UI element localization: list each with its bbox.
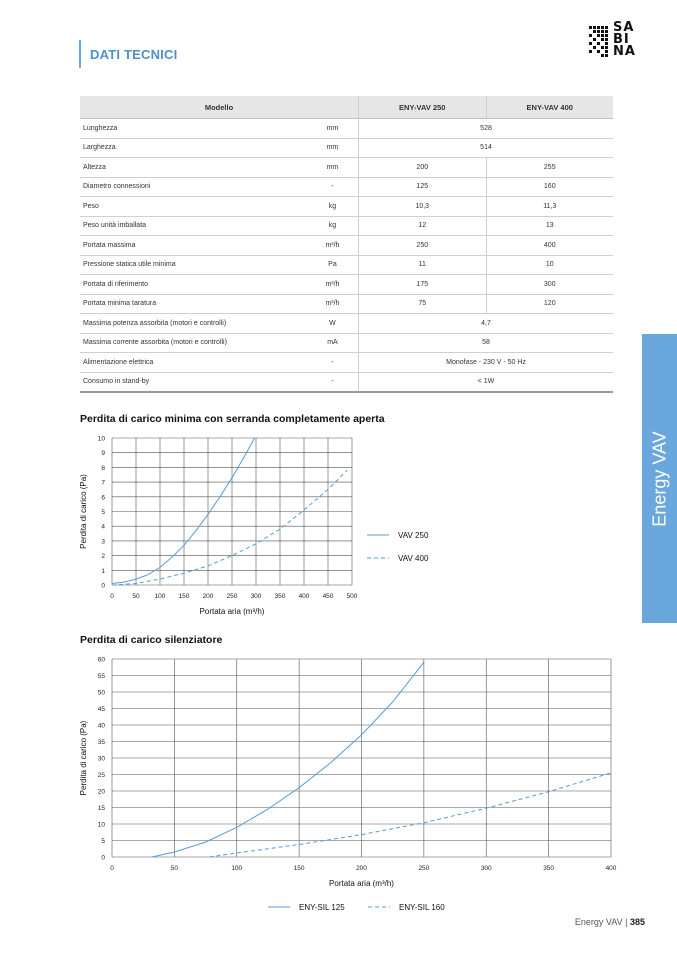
row-value-vav-250: 12	[359, 216, 486, 236]
x-tick-label: 50	[170, 865, 178, 872]
logo-line-3: NA	[613, 44, 636, 59]
row-value-shared: < 1W	[359, 372, 613, 392]
chart1-title: Perdita di carico minima con serranda completamente aperta	[80, 413, 385, 425]
footer-divider: |	[625, 917, 630, 927]
y-tick-label: 60	[97, 656, 105, 664]
y-tick-label: 3	[101, 538, 105, 546]
row-value-vav-400: 11,3	[486, 197, 613, 217]
y-tick-label: 10	[97, 435, 105, 443]
y-tick-label: 20	[97, 788, 105, 796]
footer-section: Energy VAV	[574, 917, 623, 927]
row-value-vav-400: 400	[486, 236, 613, 256]
row-label: Consumo in stand-by	[80, 372, 307, 392]
row-value-shared: 514	[359, 138, 613, 158]
row-value-vav-250: 250	[359, 236, 486, 256]
x-tick-label: 250	[226, 593, 238, 600]
y-tick-label: 5	[101, 509, 105, 516]
x-tick-label: 300	[480, 865, 492, 872]
y-tick-label: 10	[97, 821, 105, 829]
logo-line-2: BI	[613, 32, 630, 47]
y-tick-label: 25	[97, 772, 105, 779]
row-label: Portata minima taratura	[80, 294, 307, 314]
row-value-vav-250: 75	[359, 294, 486, 314]
x-axis-label: Portata aria (m³/h)	[329, 879, 394, 888]
y-tick-label: 7	[101, 479, 105, 487]
row-value-vav-400: 13	[486, 216, 613, 236]
header-model: Modello	[80, 96, 359, 119]
row-value-vav-400: 300	[486, 275, 613, 295]
row-label: Portata massima	[80, 236, 307, 256]
x-axis-label: Portata aria (m³/h)	[199, 607, 265, 616]
x-tick-label: 400	[605, 865, 617, 872]
y-tick-label: 50	[97, 689, 105, 697]
x-tick-label: 200	[356, 865, 367, 872]
legend-label: ENY-SIL 125	[299, 903, 345, 912]
row-value-vav-250: 200	[359, 158, 486, 178]
row-unit: Pa	[307, 255, 359, 275]
row-label: Diametro connessioni	[80, 177, 307, 197]
row-label: Peso unità imballata	[80, 216, 307, 236]
row-unit: -	[307, 372, 359, 392]
y-tick-label: 55	[97, 673, 105, 680]
row-unit: m³/h	[307, 275, 359, 295]
row-label: Pressione statica utile minima	[80, 255, 307, 275]
x-tick-label: 150	[293, 865, 305, 872]
row-unit: m³/h	[307, 236, 359, 256]
x-tick-label: 500	[346, 593, 358, 600]
y-tick-label: 15	[97, 805, 105, 812]
row-unit: m³/h	[307, 294, 359, 314]
row-value-shared: Monofase - 230 V - 50 Hz	[359, 353, 613, 373]
x-tick-label: 450	[322, 593, 334, 600]
side-tab-label: Energy VAV	[649, 430, 669, 527]
row-unit: kg	[307, 197, 359, 217]
y-tick-label: 5	[101, 838, 105, 845]
y-tick-label: 9	[101, 450, 105, 458]
row-label: Portata di riferimento	[80, 275, 307, 295]
row-value-vav-400: 10	[486, 255, 613, 275]
series-line-vav-250	[112, 438, 255, 584]
series-line-eny-sil-160	[209, 773, 611, 857]
logo-line-1: SA	[613, 20, 635, 35]
row-unit: W	[307, 314, 359, 334]
row-value-vav-250: 125	[359, 177, 486, 197]
row-unit: mm	[307, 138, 359, 158]
x-tick-label: 350	[274, 593, 286, 600]
row-unit: kg	[307, 216, 359, 236]
row-value-vav-250: 11	[359, 255, 486, 275]
y-tick-label: 1	[101, 567, 105, 575]
row-label: Larghezza	[80, 138, 307, 158]
y-tick-label: 0	[101, 582, 105, 590]
legend-label: ENY-SIL 160	[399, 903, 445, 912]
x-tick-label: 250	[418, 865, 430, 872]
x-tick-label: 200	[202, 593, 214, 600]
x-tick-label: 300	[250, 593, 262, 600]
page-number: 385	[629, 917, 645, 927]
row-value-vav-250: 10,3	[359, 197, 486, 217]
legend-label: VAV 400	[398, 554, 429, 563]
y-tick-label: 40	[97, 722, 105, 730]
row-unit: mm	[307, 119, 359, 139]
y-tick-label: 4	[101, 523, 105, 531]
y-tick-label: 45	[97, 706, 105, 713]
row-unit: -	[307, 353, 359, 373]
row-label: Altezza	[80, 158, 307, 178]
y-tick-label: 2	[101, 553, 105, 561]
row-value-vav-250: 175	[359, 275, 486, 295]
row-unit: mA	[307, 333, 359, 353]
x-tick-label: 0	[110, 865, 114, 872]
x-tick-label: 400	[298, 593, 310, 600]
y-tick-label: 8	[101, 464, 105, 472]
row-label: Massima potenza assorbita (motori e controlli)	[80, 314, 307, 334]
header-vav-400: ENY-VAV 400	[486, 96, 613, 119]
section-title: DATI TECNICI	[90, 47, 178, 62]
y-tick-label: 30	[97, 755, 105, 763]
series-line-vav-400	[112, 470, 347, 585]
row-label: Lunghezza	[80, 119, 307, 139]
row-value-vav-400: 160	[486, 177, 613, 197]
series-line-eny-sil-125	[152, 662, 424, 857]
x-tick-label: 350	[543, 865, 555, 872]
footer	[575, 917, 645, 927]
row-value-shared: 528	[359, 119, 613, 139]
row-label: Alimentazione elettrica	[80, 353, 307, 373]
x-tick-label: 50	[132, 593, 140, 600]
header-vav-250: ENY-VAV 250	[359, 96, 486, 119]
row-value-shared: 58	[359, 333, 613, 353]
x-tick-label: 150	[178, 593, 190, 600]
y-tick-label: 35	[97, 739, 105, 746]
legend-label: VAV 250	[398, 531, 429, 540]
y-axis-label: Perdita di carico (Pa)	[79, 720, 88, 796]
row-value-vav-400: 255	[486, 158, 613, 178]
row-unit: -	[307, 177, 359, 197]
row-value-vav-400: 120	[486, 294, 613, 314]
row-unit: mm	[307, 158, 359, 178]
y-tick-label: 6	[101, 494, 105, 502]
chart2-title: Perdita di carico silenziatore	[80, 634, 223, 646]
row-label: Peso	[80, 197, 307, 217]
x-tick-label: 100	[231, 865, 243, 872]
x-tick-label: 100	[154, 593, 166, 600]
row-label: Massima corrente assorbita (motori e controlli)	[80, 333, 307, 353]
row-value-shared: 4,7	[359, 314, 613, 334]
x-tick-label: 0	[110, 593, 114, 600]
y-axis-label: Perdita di carico (Pa)	[79, 474, 88, 549]
y-tick-label: 0	[101, 854, 105, 862]
